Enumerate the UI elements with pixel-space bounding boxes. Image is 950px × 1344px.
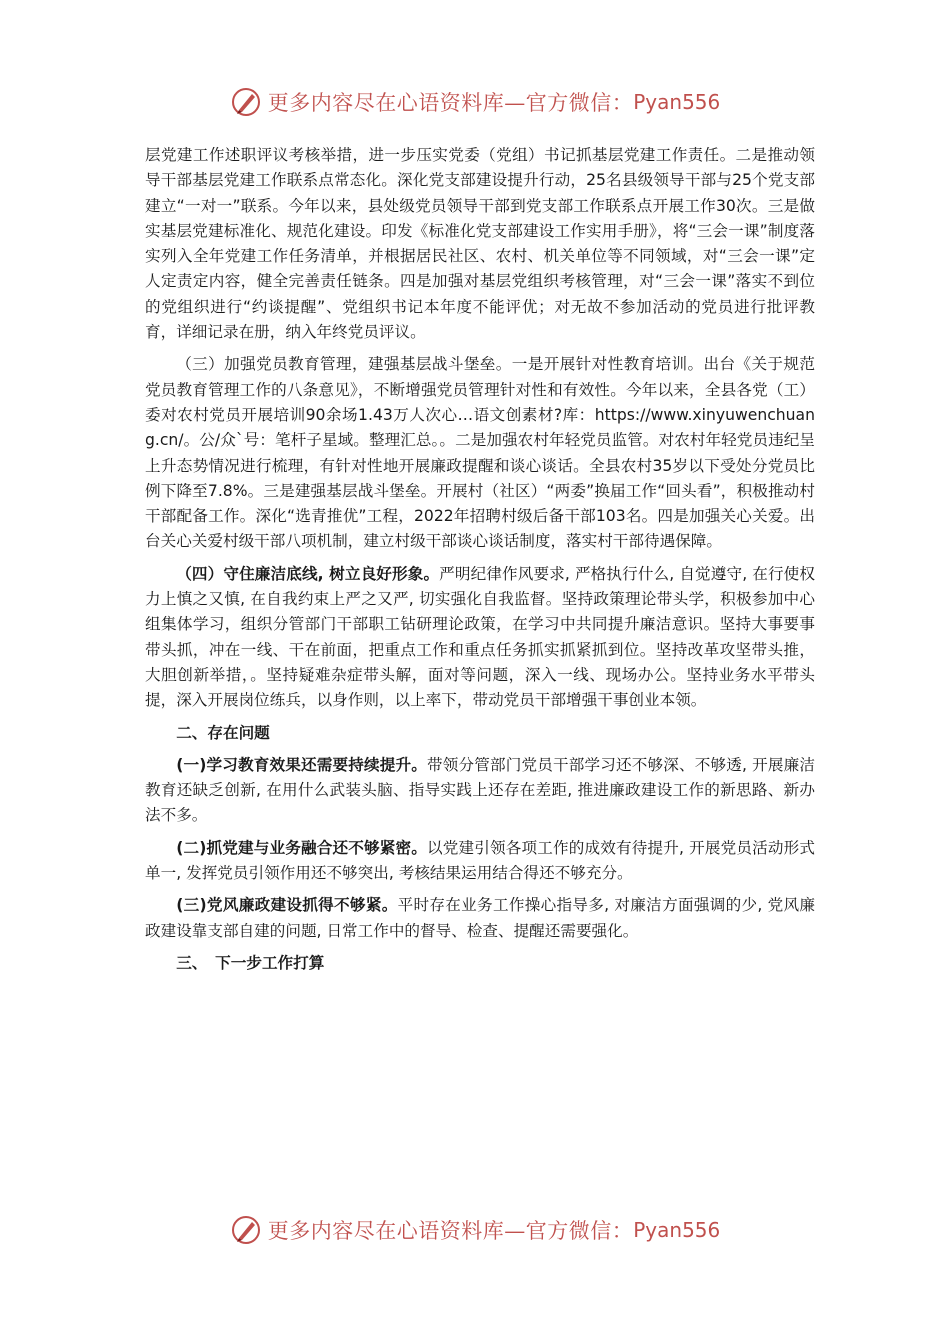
paragraph-5 <box>145 836 815 887</box>
footer-banner <box>0 1210 950 1250</box>
banner-text: 更多内容尽在心语资料库—官方微信： <box>267 1219 634 1243</box>
paragraph-5-heading: (二)抓党建与业务融合还不够紧密。 <box>176 838 428 857</box>
section-heading-problems: 二、存在问题 <box>176 723 270 742</box>
paragraph-6-text: 平时存在业务工作操心指导多, 对廉洁方面强调的少, 党风廉政建设靠支部自建的问题, 日常工作中的督导、检查、提醒还需要强化。 <box>145 896 815 940</box>
paragraph-5-text: 以党建引领各项工作的成效有待提升, 开展党员活动形式单一, 发挥党员引领作用还不够突出, 考核结果运用结合得还不够充分。 <box>145 838 815 883</box>
header-banner <box>0 82 950 122</box>
paragraph-6-heading: (三)党风廉政建设抓得不够紧。 <box>176 896 398 915</box>
paragraph-3-heading: （四）守住廉洁底线, 树立良好形象。 <box>176 564 440 583</box>
document-body <box>145 143 815 983</box>
pen-logo-icon <box>230 1214 262 1246</box>
paragraph-4-heading: (一)学习教育效果还需要持续提升。 <box>176 755 428 774</box>
paragraph-4 <box>145 753 815 829</box>
banner-wechat-id: Pyan556 <box>633 90 721 114</box>
paragraph-2: （三）加强党员教育管理，建强基层战斗堡垒。一是开展针对性教育培训。出台《关于规范党员教育管理工作的八条意见》，不断增强党员管理针对性和有效性。今年以来，全县各党（工）委对农村党员开展培训90余场1.43万人次心…语文创素材?库：https://www.xinyuwenchuang.cn/。公/众`号：笔杆子星域。整理汇总。。二是加强农村年轻党员监管。对农村年轻党员违纪呈上升态势情况进行梳理，有针对性地开展廉政提醒和谈心谈话。全县农村35岁以下受处分党员比例下降至7.8%。三是建强基层战斗堡垒。开展村（社区）“两委”换届工作“回头看”，积极推动村干部配备工作。深化“选青推优”工程，2022年招聘村级后备干部103名。四是加强关心关爱。出台关心关爱村级干部八项机制，建立村级干部谈心谈话制度，落实村干部待遇保障。 <box>145 355 815 551</box>
paragraph-3 <box>145 562 815 714</box>
paragraph-4-text: 带领分管部门党员干部学习还不够深、不够透, 开展廉洁教育还缺乏创新, 在用什么武装头脑、指导实践上还存在差距, 推进廉政建设工作的新思路、新办法不多。 <box>145 755 815 825</box>
banner-text: 更多内容尽在心语资料库—官方微信： <box>267 91 634 115</box>
section-heading-next-steps: 三、 下一步工作打算 <box>176 953 325 972</box>
pen-logo-icon <box>230 86 262 118</box>
banner-wechat-id: Pyan556 <box>633 1218 721 1242</box>
paragraph-3-text: 严明纪律作风要求, 严格执行什么, 自觉遵守, 在行使权力上慎之又慎, 在自我约束上严之又严, 切实强化自我监督。坚持政策理论带头学，积极参加中心组集体学习，组织分管部门干部职工钻研理论政策，在学习中共同提升廉洁意识。坚持大事要事带头抓，冲在一线、干在前面，把重点工作和重点任务抓实抓紧抓到位。坚持改革攻坚带头推，大胆创新举措，。坚持疑难杂症带头解，面对等问题，深入一线、现场办公。坚持业务水平带头提，深入开展岗位练兵，以身作则，以上率下，带动党员干部增强干事创业本领。 <box>145 564 815 710</box>
paragraph-6 <box>145 893 815 944</box>
paragraph-1: 层党建工作述职评议考核举措，进一步压实党委（党组）书记抓基层党建工作责任。二是推动领导干部基层党建工作联系点常态化。深化党支部建设提升行动，25名县级领导干部与25个党支部建立“一对一”联系。今年以来，县处级党员领导干部到党支部工作联系点开展工作30次。三是做实基层党建标准化、规范化建设。印发《标准化党支部建设工作实用手册》，将“三会一课”制度落实列入全年党建工作任务清单，并根据居民社区、农村、机关单位等不同领域，对“三会一课”定人定责定内容，健全完善责任链条。四是加强对基层党组织考核管理，对“三会一课”落实不到位的党组织进行“约谈提醒”、党组织书记本年度不能评优；对无故不参加活动的党员进行批评教育，详细记录在册，纳入年终党员评议。 <box>145 146 815 342</box>
